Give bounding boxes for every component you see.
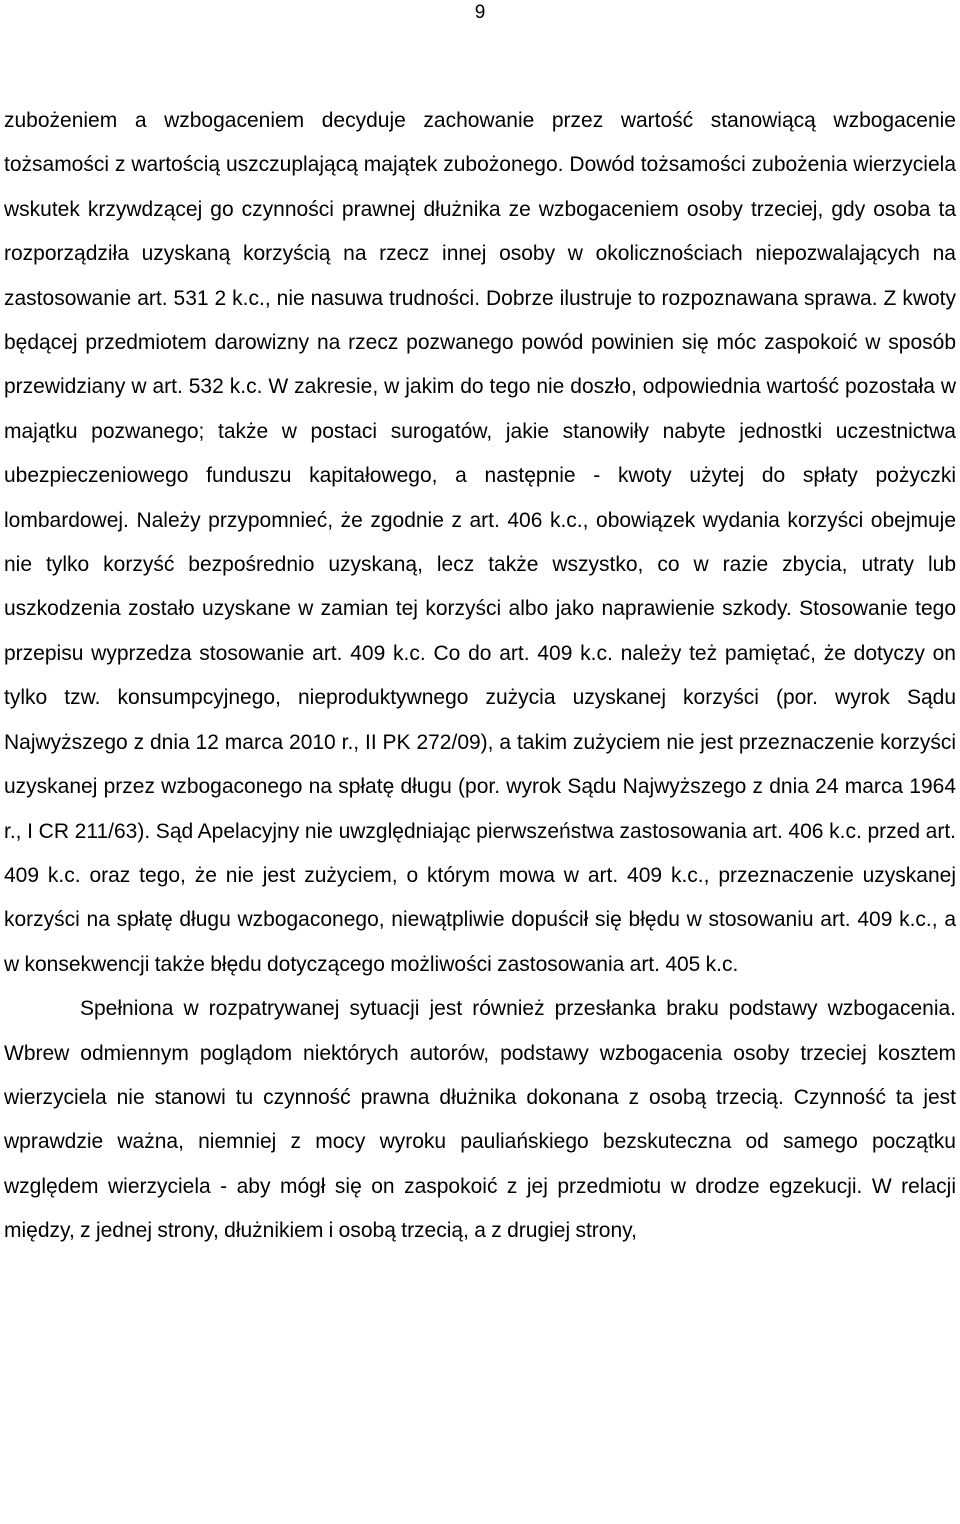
document-body [4, 99, 956, 1254]
page-number: 9 [474, 2, 486, 23]
paragraph-1: zubożeniem a wzbogaceniem decyduje zachowanie przez wartość stanowiącą wzbogacenie tożsamości z wartością uszczuplającą majątek zubożonego. Dowód tożsamości zubożenia wierzyciela wskutek krzywdzącej go czynności prawnej dłużnika ze wzbogaceniem osoby trzeciej, gdy osoba ta rozporządziła uzyskaną korzyścią na rzecz innej osoby w okolicznościach niepozwalających na zastosowanie art. 531 2 k.c., nie nasuwa trudności. Dobrze ilustruje to rozpoznawana sprawa. Z kwoty będącej przedmiotem darowizny na rzecz pozwanego powód powinien się móc zaspokoić w sposób przewidziany w art. 532 k.c. W zakresie, w jakim do tego nie doszło, odpowiednia wartość pozostała w majątku pozwanego; także w postaci surogatów, jakie stanowiły nabyte jednostki uczestnictwa ubezpieczeniowego funduszu kapitałowego, a następnie - kwoty użytej do spłaty pożyczki lombardowej. Należy przypomnieć, że zgodnie z art. 406 k.c., obowiązek wydania korzyści obejmuje nie tylko korzyść bezpośrednio uzyskaną, lecz także wszystko, co w razie zbycia, utraty lub uszkodzenia zostało uzyskane w zamian tej korzyści albo jako naprawienie szkody. Stosowanie tego przepisu wyprzedza stosowanie art. 409 k.c. Co do art. 409 k.c. należy też pamiętać, że dotyczy on tylko tzw. konsumpcyjnego, nieproduktywnego zużycia uzyskanej korzyści (por. wyrok Sądu Najwyższego z dnia 12 marca 2010 r., II PK 272/09), a takim zużyciem nie jest przeznaczenie korzyści uzyskanej przez wzbogaconego na spłatę długu (por. wyrok Sądu Najwyższego z dnia 24 marca 1964 r., I CR 211/63). Sąd Apelacyjny nie uwzględniając pierwszeństwa zastosowania art. 406 k.c. przed art. 409 k.c. oraz tego, że nie jest zużyciem, o którym mowa w art. 409 k.c., przeznaczenie uzyskanej korzyści na spłatę długu wzbogaconego, niewątpliwie dopuścił się błędu w stosowaniu art. 409 k.c., a w konsekwencji także błędu dotyczącego możliwości zastosowania art. 405 k.c. [4, 109, 956, 976]
paragraph-2: Spełniona w rozpatrywanej sytuacji jest również przesłanka braku podstawy wzbogacenia. Wbrew odmiennym poglądom niektórych autorów, podstawy wzbogacenia osoby trzeciej kosztem wierzyciela nie stanowi tu czynność prawna dłużnika dokonana z osobą trzecią. Czynność ta jest wprawdzie ważna, niemniej z mocy wyroku pauliańskiego bezskuteczna od samego początku względem wierzyciela - aby mógł się on zaspokoić z jej przedmiotu w drodze egzekucji. W relacji między, z jednej strony, dłużnikiem i osobą trzecią, a z drugiej strony, [4, 997, 956, 1243]
